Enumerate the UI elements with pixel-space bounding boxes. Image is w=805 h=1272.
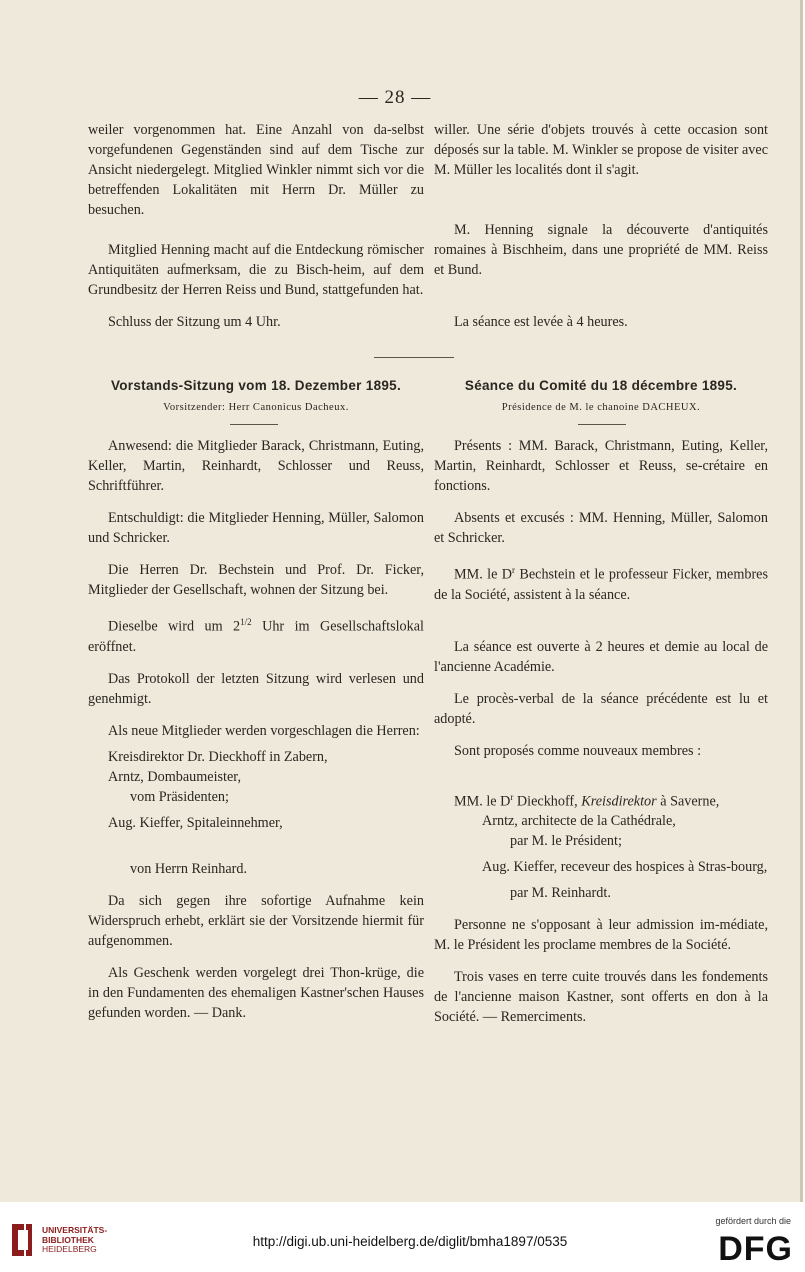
paragraph: Schluss der Sitzung um 4 Uhr. <box>108 314 281 330</box>
library-logo-text <box>42 1226 107 1255</box>
library-logo-icon <box>8 1220 36 1260</box>
text: à Saverne, <box>656 793 720 810</box>
text: Uhr im Gesellschaftslokal eröffnet. <box>88 618 424 655</box>
italic-text: Kreisdirektor <box>581 793 657 810</box>
superscript: r <box>510 791 514 802</box>
section-heading: Vorstands-Sitzung vom 18. Dezember 1895. <box>110 378 402 393</box>
list-item: vom Präsidenten; <box>130 788 229 805</box>
section-divider <box>374 357 454 358</box>
heading-french <box>434 376 768 418</box>
top-column-french <box>434 120 768 332</box>
top-column-german <box>88 120 424 332</box>
heading-german <box>88 376 424 418</box>
paragraph <box>88 612 424 657</box>
text: Dieckhoff, <box>513 793 582 810</box>
paragraph: Als neue Mitglieder werden vorgeschlagen die Herren: <box>108 722 420 739</box>
body-column-german <box>88 436 424 1023</box>
funding-caption: gefördert durch die <box>715 1216 791 1226</box>
body-column-french <box>434 436 768 1027</box>
paragraph: Sont proposés comme nouveaux membres : <box>454 742 702 759</box>
logo-line: UNIVERSITÄTS- <box>42 1225 108 1235</box>
superscript: r <box>512 565 516 575</box>
chair-line: Présidence de M. le chanoine DACHEUX. <box>501 402 701 413</box>
text: MM. le D <box>454 566 513 583</box>
text: MM. le D <box>454 793 511 810</box>
list-item: par M. le Président; <box>510 833 622 850</box>
list-item: Arntz, Dombaumeister, <box>108 768 241 785</box>
list-item <box>434 787 768 812</box>
dfg-logo: DFG <box>718 1230 793 1268</box>
paragraph: Als Geschenk werden vorgelegt drei Thon-krüge, die in den Fundamenten des ehemaligen Kastner'schen Hauses gefunden worden. — Dank. <box>88 964 424 1021</box>
paragraph: Trois vases en terre cuite trouvés dans les fondements de l'ancienne maison Kastner, sont offerts en don à la Société. — Remerciments. <box>434 969 768 1026</box>
paragraph: Personne ne s'opposant à leur admission im-médiate, M. le Président les proclame membres de la Société. <box>434 917 768 954</box>
paragraph: willer. Une série d'objets trouvés à cette occasion sont déposés sur la table. M. Winkler se propose de visiter avec M. Müller les localités dont il s'agit. <box>434 122 768 178</box>
paragraph <box>434 560 768 605</box>
paragraph: Entschuldigt: die Mitglieder Henning, Müller, Salomon und Schricker. <box>88 510 424 546</box>
text: Dieselbe wird um 2 <box>108 618 241 635</box>
heading-divider <box>578 424 626 425</box>
paragraph: Das Protokoll der letzten Sitzung wird verlesen und genehmigt. <box>88 670 424 707</box>
paragraph: Die Herren Dr. Bechstein und Prof. Dr. Ficker, Mitglieder der Gesellschaft, wohnen der Sitzung bei. <box>88 562 424 598</box>
section-heading: Séance du Comité du 18 décembre 1895. <box>464 378 738 393</box>
fraction: 1/2 <box>240 617 252 627</box>
list-item: von Herrn Reinhard. <box>130 860 248 877</box>
page-number: — 28 — <box>358 87 432 108</box>
paragraph: Da sich gegen ihre sofortige Aufnahme kein Widerspruch erhebt, erklärt sie der Vorsitzende hiermit für aufgenommen. <box>88 892 424 949</box>
list-item: Aug. Kieffer, receveur des hospices à Stras-bourg, <box>482 859 768 876</box>
paragraph: weiler vorgenommen hat. Eine Anzahl von da-selbst vorgefundenen Gegenständen sind auf dem Tische zur Ansicht niedergelegt. Mitglied Winkler nimmt sich vor die betreffenden Lokalitäten mit Herrn Dr. Müller zu besuchen. <box>88 122 424 218</box>
paragraph: Anwesend: die Mitglieder Barack, Christmann, Euting, Keller, Martin, Reinhardt, Schlosser und Reuss, Schriftführer. <box>88 438 424 494</box>
list-item: Arntz, architecte de la Cathédrale, <box>482 813 676 830</box>
list-item: Aug. Kieffer, Spitaleinnehmer, <box>108 814 283 831</box>
paragraph: Absents et excusés : MM. Henning, Müller, Salomon et Schricker. <box>434 510 768 546</box>
list-item: Kreisdirektor Dr. Dieckhoff in Zabern, <box>108 748 328 765</box>
heading-divider <box>230 424 278 425</box>
paragraph: Présents : MM. Barack, Christmann, Euting, Keller, Martin, Reinhardt, Schlosser et Reuss, se-crétaire en fonctions. <box>434 438 768 494</box>
paragraph: Mitglied Henning macht auf die Entdeckung römischer Antiquitäten aufmerksam, die zu Bisch-heim, auf dem Grundbesitz der Herren Reiss und Bund, stattgefunden hat. <box>88 242 424 298</box>
logo-line: BIBLIOTHEK <box>42 1234 94 1245</box>
paragraph: M. Henning signale la découverte d'antiquités romaines à Bischheim, dans une propriété de MM. Reiss et Bund. <box>434 222 768 278</box>
permalink-url[interactable]: http://digi.ub.uni-heidelberg.de/diglit/bmha1897/0535 <box>252 1234 568 1249</box>
viewer-footer <box>0 1202 805 1272</box>
paragraph: Le procès-verbal de la séance précédente est lu et adopté. <box>434 690 768 727</box>
chair-line: Vorsitzender: Herr Canonicus Dacheux. <box>163 402 349 413</box>
paragraph: La séance est ouverte à 2 heures et demie au local de l'ancienne Académie. <box>434 638 768 675</box>
paragraph: La séance est levée à 4 heures. <box>454 314 628 330</box>
text: Bechstein et le professeur Ficker, membres de la Société, assistent à la séance. <box>434 566 768 603</box>
logo-line: HEIDELBERG <box>42 1244 97 1254</box>
list-item: par M. Reinhardt. <box>510 885 611 902</box>
